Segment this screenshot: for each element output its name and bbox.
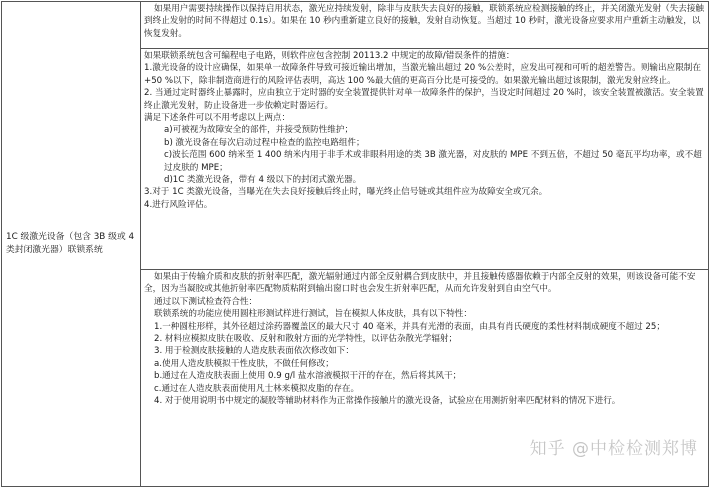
- software-requirement-cell: [141, 49, 709, 270]
- paragraph: 如果由于传输介质和皮肤的折射率匹配，激光辐射通过内部全反射耦合到皮肤中，并且接触传感器依赖于内部全反射的效果，则该设备可能不安全，因为当凝胶或其他折射率匹配物质粘附到输出窗口时也会发生折射率匹配，从而允许发射到自由空气中。: [144, 272, 696, 295]
- list-item: 1.一种圆柱形样，其外径超过涂药器覆盖区的最大尺寸 40 毫米，并具有光滑的表面，由具有肖氏硬度的柔性材料制成硬度不超过 25；: [154, 321, 665, 332]
- row-label-cell: 1C 级激光设备（包含 3B 级或 4 类封闭激光器）联锁系统: [2, 2, 141, 487]
- list-item: d)1C 类激光设备，带有 4 级以下的封闭式激光器。: [164, 175, 362, 186]
- paragraph: 联锁系统的功能应使用圆柱形测试样进行测试，旨在模拟人体皮肤，具有以下特性：: [154, 309, 472, 320]
- paragraph: 如果联锁系统包含可编程电子电路，则软件应包含控制 20113.2 中规定的故障/错误条件的措施：: [144, 51, 515, 61]
- test-requirement-cell: [141, 270, 709, 487]
- list-item: c.通过在人造皮肤表面使用凡士林来模拟皮脂的存在。: [154, 383, 360, 394]
- paragraph: 3.对于 1C 类激光设备，当曝光在失去良好接触后终止时，曝光终止信号链或其组件应为故障安全或冗余。: [144, 187, 548, 198]
- list-item: 4. 对于使用说明书中规定的凝胶等辅助材料作为正常操作接触片的激光设备，试验应在用测折射率匹配材料的情况下进行。: [154, 396, 621, 407]
- paragraph: 通过以下测试检查符合性：: [154, 296, 258, 307]
- list-item: b.通过在人造皮肤表面上使用 0.9 g/l 盐水溶液模拟干汗的存在，然后将其风干；: [154, 371, 462, 382]
- touch-requirement-cell: [141, 2, 709, 49]
- list-item: 2. 材料应模拟皮肤在吸收、反射和散射方面的光学特性，以评估杂散光学辐射；: [154, 334, 458, 345]
- paragraph: 2. 当通过定时器终止暴露时，应由独立于定时器的安全装置提供针对单一故障条件的保护，当设定时间超过 20 %时，该安全装置被激活。安全装置终止激光发射，防止设备进一步依赖定时器运行。: [144, 88, 704, 111]
- paragraph: 4.进行风险评估。: [144, 199, 213, 210]
- watermark: 知乎 @中检检测郑博: [529, 439, 698, 459]
- table-row: [2, 2, 709, 49]
- list-item: a.使用人造皮肤模拟干性皮肤，不做任何修改；: [154, 358, 334, 369]
- list-item: b) 激光设备在每次启动过程中检查的监控电路组件；: [164, 137, 365, 148]
- requirements-table: [1, 1, 709, 487]
- list-item: c)波长范围 600 纳米至 1 400 纳米内用于非手术或非眼科用途的类 3B 激光器，对皮肤的 MPE 不到五倍，不超过 50 毫瓦平均功率，或不超过皮肤的 MPE；: [164, 150, 702, 173]
- paragraph: 如果用户需要持续操作以保持启用状态，激光应持续发射，除非与皮肤失去良好的接触，联锁系统应检测接触的终止，并关闭激光发射（失去接触到终止发射的时间不得超过 0.1s）。如果在 10 秒内重新建立良好的接触，发射自动恢复。当超过 10 秒时，激光设备应要求用户重新主动触发，以恢复发射。: [144, 4, 705, 39]
- paragraph: 满足下述条件可以不用考虑以上两点：: [144, 113, 291, 124]
- paragraph: 1.激光设备的设计应确保，如果单一故障条件导致可接近输出增加，当激光输出超过 20 %公差时，应发出可视和可听的超差警告。则输出应限制在+50 %以下，除非制造商进行的风险评估表明，高达 100 %最大值的更高百分比是可接受的。如果激光输出超过该限制，激光发射应终止。: [144, 63, 701, 86]
- list-item: a)可被视为故障安全的部件，并接受预防性维护；: [164, 125, 354, 136]
- list-item: 3. 用于检测皮肤接触的人造皮肤表面依次修改如下：: [154, 346, 354, 357]
